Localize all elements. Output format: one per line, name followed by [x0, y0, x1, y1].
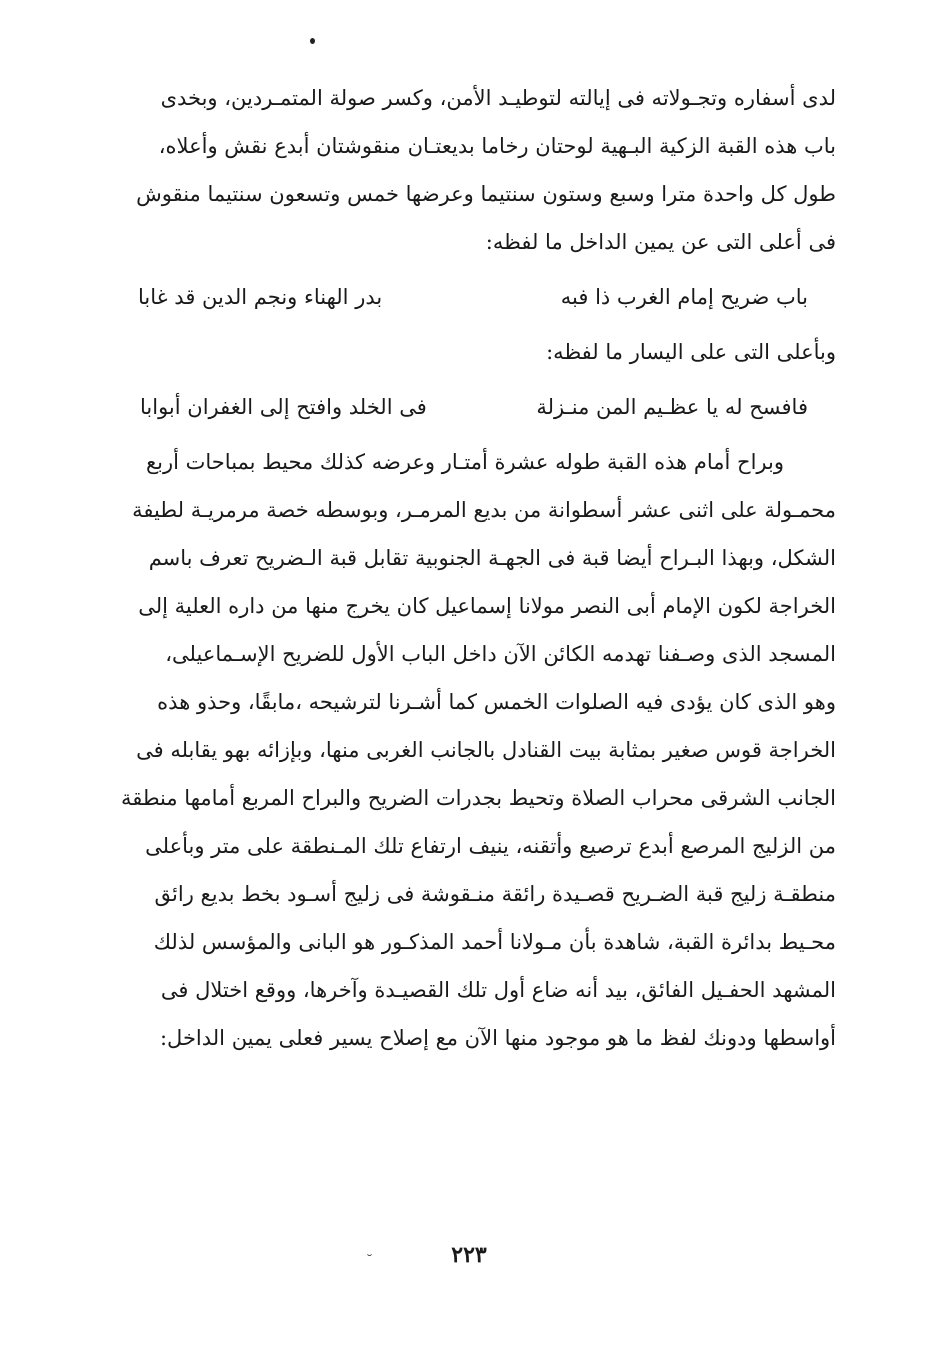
verse-line — [92, 266, 836, 328]
text-line: المسجد الذى وصـفنا تهدمه الكائن الآن داخل الباب الأول للضريح الإسـماعيلى، — [165, 642, 836, 666]
verse-second-hemistich: فى الخلد وافتح إلى الغفران أبوابا — [140, 395, 427, 419]
verse-line — [92, 376, 836, 438]
text-line: الجانب الشرقى محراب الصلاة وتحيط بجدرات الضريح والبراح المربع أمامها منطقة — [120, 786, 836, 810]
text-block — [92, 74, 836, 1062]
ink-dot — [310, 38, 315, 44]
text-line: من الزليج المرصع أبدع ترصيع وأتقنه، ينيف ارتفاع تلك المـنطقة على متر وبأعلى — [145, 834, 836, 858]
page-number: ٢٢٣ — [451, 1242, 487, 1268]
paragraph-first-line: وبراح أمام هذه القبة طوله عشرة أمتـار وعرضه كذلك محيط بمباحات أربع — [145, 450, 784, 474]
text-line: محمـولة على اثنى عشر أسطوانة من بديع المرمـر، وبوسطه خصة مرمريـة لطيفة — [132, 498, 836, 522]
text-line: منطقـة زليج قبة الضـريح قصـيدة رائقة منـقوشة فى زليج أسـود بخط بديع رائق — [154, 882, 836, 906]
verse-first-hemistich: باب ضريح إمام الغرب ذا فبه — [560, 285, 808, 309]
text-line: وهو الذى كان يؤدى فيه الصلوات الخمس كما أشـرنا لترشيحه ،مابقًا، وحذو هذه — [157, 690, 836, 714]
text-line: فى أعلى التى عن يمين الداخل ما لفظه: — [485, 230, 836, 254]
text-line: باب هذه القبة الزكية البـهية لوحتان رخاما بديعتـان منقوشتان أبدع نقش وأعلاه، — [158, 134, 836, 158]
verse-second-hemistich: بدر الهناء ونجم الدين قد غابا — [138, 285, 383, 309]
text-line: أواسطها ودونك لفظ ما هو موجود منها الآن مع إصلاح يسير فعلى يمين الداخل: — [159, 1026, 836, 1050]
text-line: طول كل واحدة مترا وسبع وستون سنتيما وعرضها خمس وتسعون سنتيما منقوش — [136, 182, 836, 206]
text-line: لدى أسفاره وتجـولاته فى إيالته لتوطيـد الأمن، وكسر صولة المتمـردين، وبخدى — [160, 86, 836, 110]
text-line: وبأعلى التى على اليسار ما لفظه: — [546, 340, 836, 364]
text-line: الخراجة لكون الإمام أبى النصر مولانا إسماعيل كان يخرج منها من داره العلية إلى — [138, 594, 836, 618]
text-line: الشكل، وبهذا البـراح أيضا قبة فى الجهـة الجنوبية تقابل قبة الـضريح تعرف باسم — [148, 546, 836, 570]
ink-mark: ˘ — [366, 1253, 373, 1269]
text-line: الخراجة قوس صغير بمثابة بيت القنادل بالجانب الغربى منها، وبإزائه بهو يقابله فى — [136, 738, 836, 762]
text-line: محـيط بدائرة القبة، شاهدة بأن مـولانا أحمد المذكـور هو البانى والمؤسس لذلك — [153, 930, 836, 954]
verse-first-hemistich: فافسح له يا عظـيم المن منـزلة — [536, 395, 808, 419]
text-line: المشهد الحفـيل الفائق، بيد أنه ضاع أول تلك القصيـدة وآخرها، ووقع اختلال فى — [160, 978, 836, 1002]
